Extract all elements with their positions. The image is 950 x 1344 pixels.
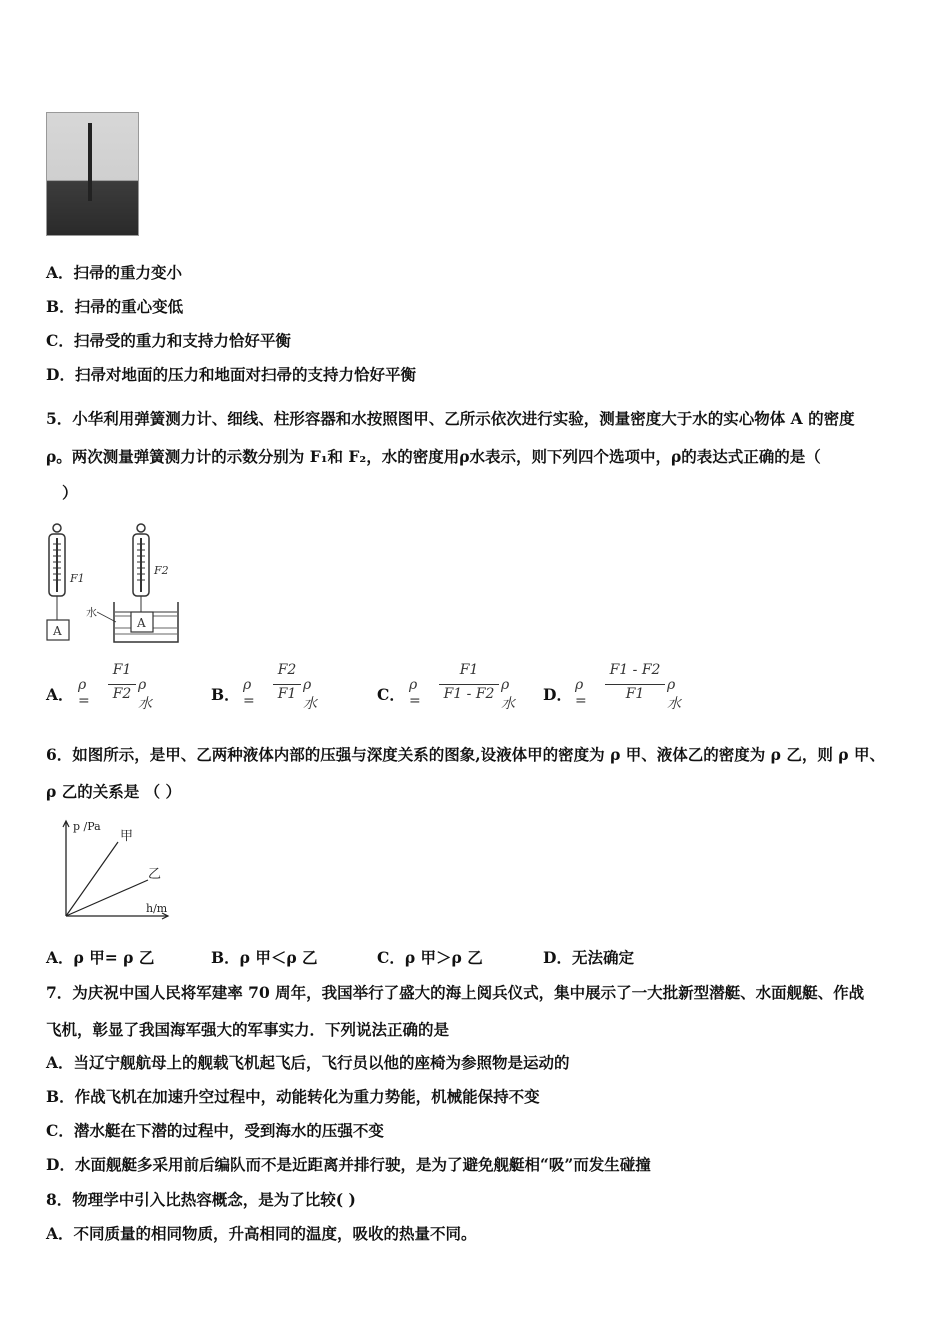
q6-stem-line2: ρ 乙的关系是 （ ） bbox=[46, 782, 181, 801]
y-axis-label: p /Pa bbox=[73, 820, 101, 833]
q5-stem-line3: ） bbox=[62, 483, 78, 502]
x-axis-label: h/m bbox=[146, 902, 168, 915]
series-label-yi: 乙 bbox=[148, 867, 162, 882]
q5-stem-line2: ρ。两次测量弹簧测力计的示数分别为 F₁和 F₂，水的密度用ρ水表示，则下列四个选项中，ρ的表达式正确的是（ bbox=[46, 447, 821, 466]
water-label: 水 bbox=[86, 606, 97, 619]
q7-option-d: D．水面舰艇多采用前后编队而不是近距离并排行驶，是为了避免舰艇相“吸”而发生碰撞 bbox=[46, 1155, 651, 1174]
q7-stem-line2: 飞机，彰显了我国海军强大的军事实力．下列说法正确的是 bbox=[46, 1020, 450, 1039]
q6-stem-line1: 6．如图所示，是甲、乙两种液体内部的压强与深度关系的图象,设液体甲的密度为 ρ 甲、液体乙的密度为 ρ 乙，则 ρ 甲、 bbox=[46, 745, 885, 764]
label-f1: F1 bbox=[70, 572, 85, 585]
q5-stem-line1: 5．小华利用弹簧测力计、细线、柱形容器和水按照图甲、乙所示依次进行实验，测量密度大于水的实心物体 A 的密度 bbox=[46, 409, 855, 428]
q7-option-a: A．当辽宁舰航母上的舰载飞机起飞后，飞行员以他的座椅为参照物是运动的 bbox=[46, 1053, 570, 1072]
q4-option-a: A．扫帚的重力变小 bbox=[46, 263, 183, 282]
broom-photo bbox=[46, 112, 139, 236]
q6-option-b: B．ρ 甲＜ρ 乙 bbox=[211, 948, 318, 967]
label-f2: F2 bbox=[154, 564, 169, 577]
q4-option-c: C．扫帚受的重力和支持力恰好平衡 bbox=[46, 331, 291, 350]
series-label-jia: 甲 bbox=[120, 829, 134, 844]
pressure-depth-graph bbox=[56, 816, 176, 920]
spring-scale-figure bbox=[44, 520, 184, 646]
q8-option-a: A．不同质量的相同物质，升高相同的温度，吸收的热量不同。 bbox=[46, 1224, 477, 1243]
q7-stem-line1: 7．为庆祝中国人民将军建率 70 周年，我国举行了盛大的海上阅兵仪式，集中展示了一大批新型潜艇、水面舰艇、作战 bbox=[46, 983, 865, 1002]
block-a-label: A bbox=[53, 624, 62, 638]
q7-option-b: B．作战飞机在加速升空过程中，动能转化为重力势能，机械能保持不变 bbox=[46, 1087, 540, 1106]
q6-option-c: C．ρ 甲＞ρ 乙 bbox=[377, 948, 483, 967]
q4-option-d: D．扫帚对地面的压力和地面对扫帚的支持力恰好平衡 bbox=[46, 365, 416, 384]
svg-text:A: A bbox=[137, 616, 146, 630]
q4-option-b: B．扫帚的重心变低 bbox=[46, 297, 184, 316]
q6-option-a: A．ρ 甲= ρ 乙 bbox=[46, 948, 155, 967]
q7-option-c: C．潜水艇在下潜的过程中，受到海水的压强不变 bbox=[46, 1121, 384, 1140]
q8-stem-line1: 8．物理学中引入比热容概念，是为了比较( ) bbox=[46, 1190, 356, 1209]
q6-option-d: D．无法确定 bbox=[543, 948, 634, 967]
